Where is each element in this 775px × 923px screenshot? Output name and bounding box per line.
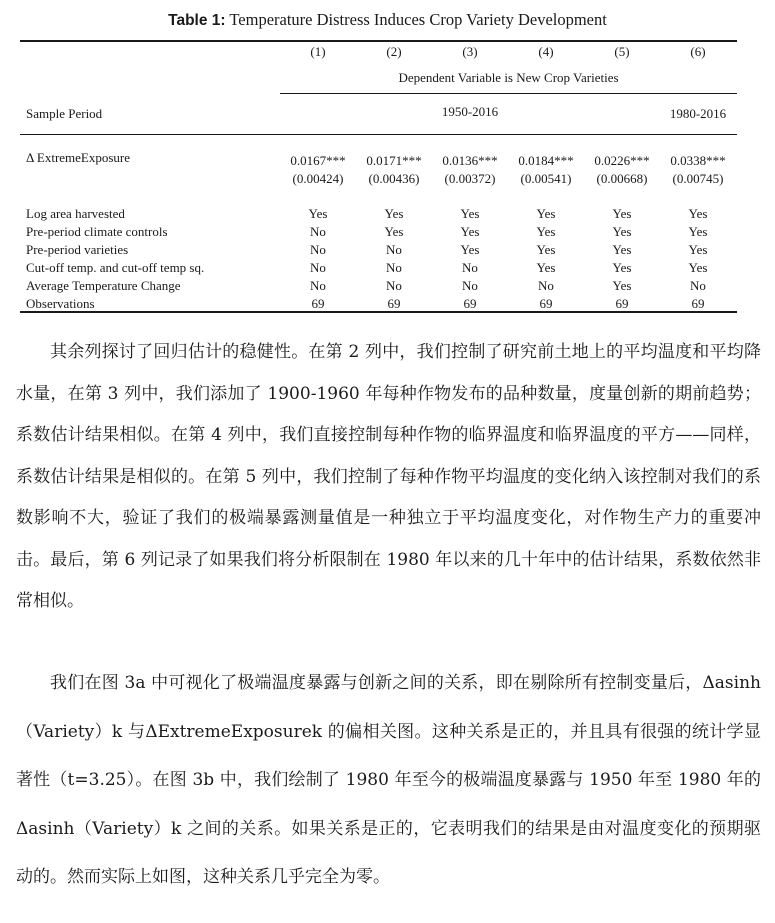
column-number: (5) [614, 44, 630, 59]
table-bottom-rule [20, 311, 737, 313]
row-label: Log area harvested [26, 206, 125, 221]
row-label: Average Temperature Change [26, 278, 181, 293]
row-cell: 69 [539, 296, 553, 311]
standard-error: (0.00436) [368, 171, 420, 186]
column-number: (3) [462, 44, 478, 59]
row-cell: Yes [308, 206, 328, 221]
column-number: (2) [386, 44, 402, 59]
row-cell: Yes [612, 260, 632, 275]
coefficient-value: 0.0171*** [366, 153, 422, 168]
row-cell: No [386, 260, 402, 275]
column-number: (6) [690, 44, 706, 59]
row-cell: No [538, 278, 554, 293]
row-cell: No [310, 242, 326, 257]
row-cell: Yes [460, 206, 480, 221]
row-cell: Yes [612, 278, 632, 293]
row-cell: Yes [384, 206, 404, 221]
row-cell: Yes [536, 242, 556, 257]
row-cell: Yes [384, 224, 404, 239]
row-label: Pre-period varieties [26, 242, 129, 257]
column-number: (4) [538, 44, 554, 59]
standard-error: (0.00424) [292, 171, 344, 186]
period-alt: 1980-2016 [669, 106, 727, 121]
row-cell: Yes [688, 242, 708, 257]
row-cell: Yes [460, 224, 480, 239]
row-cell: 69 [691, 296, 705, 311]
row-cell: No [462, 278, 478, 293]
row-cell: No [386, 242, 402, 257]
row-cell: No [310, 224, 326, 239]
row-label: Cut-off temp. and cut-off temp sq. [26, 260, 205, 275]
coefficient-value: 0.0338*** [670, 153, 726, 168]
body-paragraph: 我们在图 3a 中可视化了极端温度暴露与创新之间的关系，即在剔除所有控制变量后，Δasinh（Variety）k 与ΔExtremeExposurek 的偏相关图。这种关系是正的，并且具有很强的统计学显著性（t=3.25）。在图 3b 中，我们绘制了 1980 年至今的极端温度暴露与 1950 年至 1980 年的Δasinh（Variety）k 之间的关系。如果关系是正的，它表明我们的结果是由对温度变化的预期驱动的。然而实际上如图，这种关系几乎完全为零。 [16, 673, 761, 887]
row-cell: No [310, 278, 326, 293]
sample-period-rule [20, 134, 737, 135]
row-cell: Yes [536, 260, 556, 275]
coefficient-value: 0.0167*** [290, 153, 346, 168]
row-label: Pre-period climate controls [26, 224, 168, 239]
coefficient-value: 0.0184*** [518, 153, 574, 168]
row-cell: 69 [311, 296, 325, 311]
coefficient-label: Δ ExtremeExposure [26, 150, 131, 165]
coefficient-value: 0.0136*** [442, 153, 498, 168]
row-cell: Yes [688, 260, 708, 275]
table-caption [0, 10, 775, 30]
dependent-variable-rule [280, 93, 737, 94]
standard-error: (0.00668) [596, 171, 648, 186]
row-cell: Yes [460, 242, 480, 257]
period-main: 1950-2016 [441, 104, 499, 119]
standard-error: (0.00541) [520, 171, 572, 186]
sample-period-label: Sample Period [26, 106, 103, 121]
row-cell: No [690, 278, 706, 293]
row-cell: Yes [536, 224, 556, 239]
row-cell: Yes [612, 206, 632, 221]
row-cell: 69 [387, 296, 401, 311]
row-cell: Yes [612, 224, 632, 239]
row-cell: Yes [688, 224, 708, 239]
standard-error: (0.00745) [672, 171, 724, 186]
table-caption-label: Table 1: [168, 12, 226, 29]
row-cell: No [310, 260, 326, 275]
row-cell: 69 [615, 296, 629, 311]
row-label: Observations [26, 296, 95, 311]
standard-error: (0.00372) [444, 171, 496, 186]
row-cell: No [462, 260, 478, 275]
coefficient-value: 0.0226*** [594, 153, 650, 168]
table-top-rule [20, 40, 737, 42]
body-paragraph: 其余列探讨了回归估计的稳健性。在第 2 列中，我们控制了研究前土地上的平均温度和平均降水量，在第 3 列中，我们添加了 1900-1960 年每种作物发布的品种数量，度量创新的期前趋势；系数估计结果相似。在第 4 列中，我们直接控制每种作物的临界温度和临界温度的平方——同样，系数估计结果是相似的。在第 5 列中，我们控制了每种作物平均温度的变化纳入该控制对我们的系数影响不大，验证了我们的极端暴露测量值是一种独立于平均温度变化，对作物生产力的重要冲击。最后，第 6 列记录了如果我们将分析限制在 1980 年以来的几十年中的估计结果，系数依然非常相似。 [16, 342, 761, 611]
row-cell: Yes [612, 242, 632, 257]
dependent-variable-header: Dependent Variable is New Crop Varieties [398, 70, 619, 85]
row-cell: No [386, 278, 402, 293]
row-cell: Yes [688, 206, 708, 221]
table-caption-text: Temperature Distress Induces Crop Variety Development [229, 10, 607, 29]
row-cell: 69 [463, 296, 477, 311]
column-number: (1) [310, 44, 326, 59]
row-cell: Yes [536, 206, 556, 221]
